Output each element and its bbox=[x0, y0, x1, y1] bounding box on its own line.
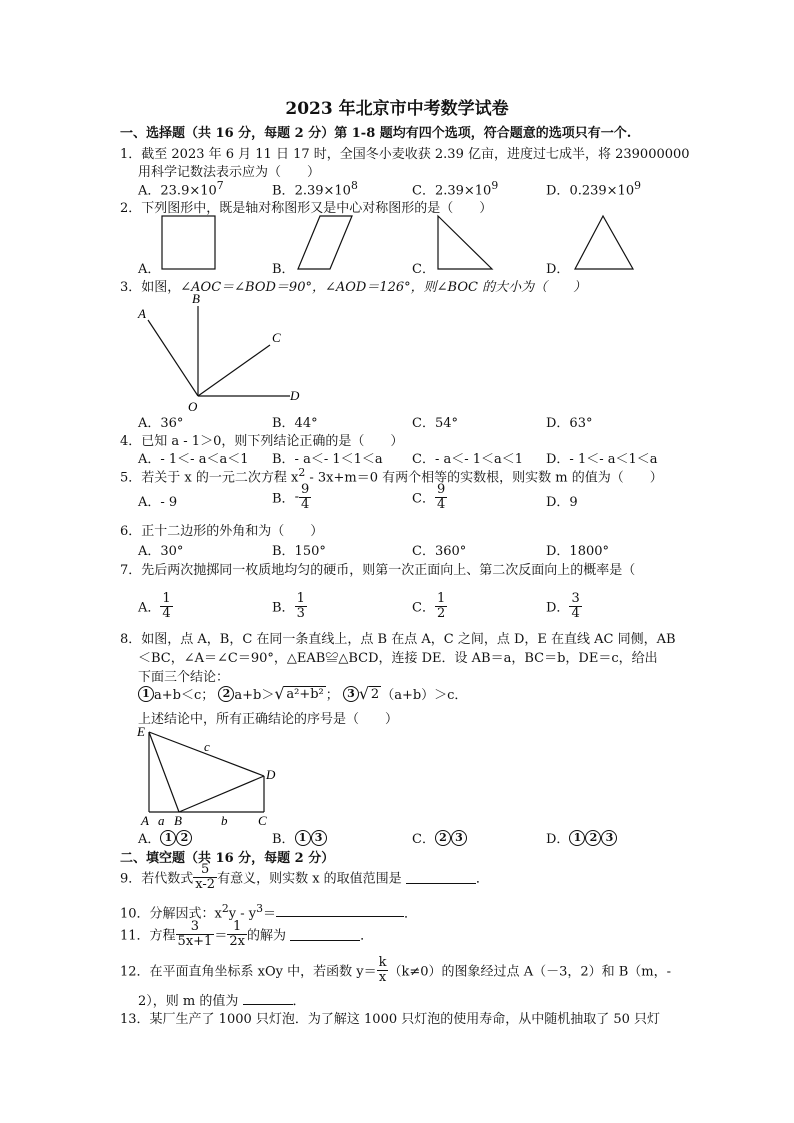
fraction-numerator: 9 bbox=[300, 482, 310, 497]
option-mantissa: 2.39×10 bbox=[434, 183, 492, 199]
section-2-heading: 二、填空题（共 16 分，每题 2 分） bbox=[120, 851, 335, 866]
q4-option-a[interactable]: A．- 1＜- a＜a＜1 bbox=[138, 452, 249, 467]
point-label-c: C bbox=[258, 813, 267, 828]
fraction-numerator: 1 bbox=[296, 591, 305, 606]
option-fraction bbox=[435, 592, 447, 620]
radicand: a²+b² bbox=[286, 686, 324, 702]
circled-number: 1 bbox=[160, 830, 176, 846]
q8-option-c[interactable] bbox=[412, 828, 467, 847]
fraction-numerator: 1 bbox=[436, 591, 446, 606]
circled-number: 3 bbox=[311, 830, 327, 846]
q9-prefix: 9．若代数式 bbox=[120, 871, 194, 887]
q4-option-b[interactable]: B．- a＜- 1＜1＜a bbox=[272, 452, 383, 467]
q3-stem-text: ∠AOC＝∠BOD＝90°，∠AOD＝126°，则∠BOC 的大小为（ ） bbox=[180, 280, 587, 295]
q11-fraction-left bbox=[176, 920, 215, 948]
answer-blank[interactable] bbox=[406, 871, 476, 884]
q7-option-d[interactable] bbox=[546, 592, 582, 620]
conclusion-3: （a+b）＞c． bbox=[381, 688, 468, 703]
circled-number: 1 bbox=[295, 830, 311, 846]
fraction-denominator: 2x bbox=[229, 933, 245, 949]
option-label: A． bbox=[138, 183, 161, 199]
q8-option-b[interactable] bbox=[272, 828, 327, 847]
option-label: C． bbox=[412, 832, 435, 847]
option-label: D． bbox=[546, 600, 570, 616]
q7-stem: 7．先后两次抛掷同一枚质地均匀的硬币，则第一次正面向上、第二次反面向上的概率是（ bbox=[120, 563, 636, 578]
fraction-denominator: 2 bbox=[436, 605, 446, 621]
q9-end: ． bbox=[475, 871, 489, 887]
q8-option-d[interactable] bbox=[546, 828, 617, 847]
q1-option-a[interactable] bbox=[138, 179, 224, 198]
option-label: A． bbox=[138, 600, 161, 616]
q10-equals: ＝ bbox=[263, 906, 277, 922]
q6-option-a[interactable]: A．30° bbox=[138, 544, 184, 559]
option-mantissa: 2.39×10 bbox=[294, 183, 351, 199]
q4-option-d[interactable]: D．- 1＜- a＜1＜a bbox=[546, 452, 658, 467]
point-label-d: D bbox=[266, 767, 276, 782]
radicand: 2 bbox=[370, 686, 380, 702]
option-fraction bbox=[435, 483, 447, 511]
q11-text: 的解为 bbox=[246, 928, 286, 944]
q5-stem-part: - 3x+m＝0 有两个相等的实数根，则实数 m 的值为（ ） bbox=[305, 470, 663, 486]
fraction-denominator: 4 bbox=[162, 605, 171, 621]
q2-shapes bbox=[130, 214, 650, 272]
q8-conclusions bbox=[138, 684, 467, 703]
fraction-numerator: k bbox=[378, 955, 387, 970]
q8-line2: ＜BC，∠A＝∠C＝90°，△EAB≌△BCD，连接 DE．设 AB＝a，BC＝b，DE＝c，给出 bbox=[138, 651, 658, 666]
q10-prefix: 10．分解因式：x bbox=[120, 906, 222, 922]
q1-option-d[interactable] bbox=[546, 179, 641, 198]
option-fraction bbox=[295, 592, 307, 620]
segment-label-c: c bbox=[204, 739, 210, 754]
fraction-numerator: 3 bbox=[571, 591, 580, 606]
q11-end: ． bbox=[360, 928, 374, 944]
q1-option-b[interactable] bbox=[272, 179, 358, 198]
option-exponent: 8 bbox=[350, 179, 358, 192]
q2-option-a[interactable]: A． bbox=[138, 262, 161, 277]
point-label-b: B bbox=[174, 813, 182, 828]
option-sign: - bbox=[294, 489, 299, 505]
ray-oa bbox=[148, 320, 198, 396]
ray-oc bbox=[198, 345, 270, 396]
q3-option-c[interactable]: C．54° bbox=[412, 416, 458, 431]
conclusion-2: a+b＞ bbox=[234, 688, 275, 703]
q5-stem-exponent: 2 bbox=[298, 466, 306, 479]
option-mantissa: 23.9×10 bbox=[160, 183, 217, 199]
q5-stem-part: 5．若关于 x 的一元二次方程 x bbox=[120, 470, 299, 486]
q11-equals: ＝ bbox=[214, 928, 228, 944]
q10-middle: y - y bbox=[228, 906, 257, 922]
q12-fraction bbox=[377, 956, 389, 984]
q8-option-a[interactable] bbox=[138, 828, 192, 847]
point-label-e: E bbox=[137, 724, 145, 739]
option-exponent: 7 bbox=[216, 179, 224, 192]
point-label-d: D bbox=[290, 388, 300, 403]
answer-blank[interactable] bbox=[290, 928, 360, 941]
fraction-denominator: 4 bbox=[300, 496, 310, 512]
point-label-c: C bbox=[272, 330, 281, 345]
parallelogram-shape bbox=[298, 216, 352, 269]
q11 bbox=[120, 920, 373, 948]
q7-option-a[interactable] bbox=[138, 592, 173, 620]
circled-number: 2 bbox=[435, 830, 451, 846]
q6-option-b[interactable]: B．150° bbox=[272, 544, 326, 559]
q13-stem: 13．某厂生产了 1000 只灯泡．为了解这 1000 只灯泡的使用寿命，从中随机抽取了 50 只灯 bbox=[120, 1012, 661, 1027]
q3-option-a[interactable]: A．36° bbox=[138, 416, 184, 431]
q5-stem bbox=[120, 466, 663, 485]
q9 bbox=[120, 863, 489, 891]
circled-number: 1 bbox=[569, 830, 585, 846]
q2-stem: 2．下列图形中，既是轴对称图形又是中心对称图形的是（ ） bbox=[120, 201, 493, 216]
circled-number: 3 bbox=[343, 686, 359, 702]
option-exponent: 9 bbox=[491, 179, 499, 192]
option-label: D． bbox=[546, 832, 570, 847]
option-exponent: 9 bbox=[634, 179, 641, 192]
q10-exponent: 3 bbox=[256, 902, 264, 915]
q11-fraction-right bbox=[227, 920, 247, 948]
point-label-o: O bbox=[188, 399, 198, 414]
q5-option-a[interactable]: A．- 9 bbox=[138, 495, 178, 510]
circled-number: 1 bbox=[138, 686, 154, 702]
q10-end: ． bbox=[404, 906, 418, 922]
q10 bbox=[120, 902, 417, 921]
equilateral-triangle-shape bbox=[575, 216, 633, 269]
option-fraction bbox=[160, 592, 172, 620]
option-label: B． bbox=[272, 832, 295, 847]
answer-blank[interactable] bbox=[276, 904, 404, 917]
segment-label-b: b bbox=[221, 813, 228, 828]
q3-option-b[interactable]: B．44° bbox=[272, 416, 318, 431]
fraction-denominator: x-2 bbox=[195, 876, 216, 892]
fraction-denominator: x bbox=[378, 969, 387, 985]
q8-line5: 上述结论中，所有正确结论的序号是（ ） bbox=[138, 712, 399, 727]
separator: ； bbox=[325, 688, 339, 703]
option-label: C． bbox=[412, 183, 435, 199]
circled-number: 2 bbox=[218, 686, 234, 702]
q12-line2-text: 2），则 m 的值为 bbox=[138, 994, 239, 1009]
q12-line2 bbox=[138, 990, 306, 1009]
q3-angle-figure bbox=[130, 290, 330, 415]
q1-line1: 1．截至 2023 年 6 月 11 日 17 时，全国冬小麦收获 2.39 亿亩，进度过七成半，将 239000000 bbox=[120, 147, 690, 162]
option-mantissa: 0.239×10 bbox=[569, 183, 635, 199]
q12-end: ． bbox=[292, 994, 306, 1009]
fraction-denominator: 5x+1 bbox=[177, 933, 213, 949]
segment-eb bbox=[149, 732, 179, 812]
q2-option-b[interactable]: B． bbox=[272, 262, 295, 277]
q6-option-c[interactable]: C．360° bbox=[412, 544, 467, 559]
q8-line1: 8．如图，点 A，B，C 在同一条直线上，点 B 在点 A，C 之间，点 D，E 在直线 AC 同侧，AB bbox=[120, 632, 676, 647]
fraction-numerator: 3 bbox=[190, 919, 200, 934]
q3-stem-prefix: 3．如图， bbox=[120, 280, 181, 295]
q2-option-c[interactable]: C． bbox=[412, 262, 435, 277]
q1-option-c[interactable] bbox=[412, 179, 498, 198]
fraction-denominator: 4 bbox=[571, 605, 580, 621]
option-fraction bbox=[299, 483, 311, 511]
q8-figure bbox=[134, 724, 284, 828]
option-label: B． bbox=[272, 183, 295, 199]
answer-blank[interactable] bbox=[243, 992, 293, 1005]
q4-option-c[interactable]: C．- a＜- 1＜a＜1 bbox=[412, 452, 524, 467]
circled-number: 2 bbox=[176, 830, 192, 846]
q8-line3: 下面三个结论： bbox=[138, 670, 230, 685]
option-label: C． bbox=[412, 491, 435, 507]
q7-option-c[interactable] bbox=[412, 592, 447, 620]
option-fraction bbox=[569, 592, 581, 620]
q10-exponent: 2 bbox=[221, 902, 229, 915]
q6-stem: 6．正十二边形的外角和为（ ） bbox=[120, 524, 324, 539]
q5-option-b[interactable] bbox=[272, 483, 311, 511]
point-label-b: B bbox=[192, 291, 200, 306]
fraction-numerator: 9 bbox=[436, 482, 446, 497]
q5-option-c[interactable] bbox=[412, 483, 447, 511]
q12-prefix: 12．在平面直角坐标系 xOy 中，若函数 y＝ bbox=[120, 964, 377, 980]
option-label: B． bbox=[272, 600, 295, 616]
q4-stem: 4．已知 a - 1＞0，则下列结论正确的是（ ） bbox=[120, 434, 404, 449]
fraction-numerator: 1 bbox=[162, 591, 171, 606]
point-label-a: A bbox=[138, 306, 146, 321]
q7-option-b[interactable] bbox=[272, 592, 307, 620]
fraction-denominator: 3 bbox=[296, 605, 305, 621]
fraction-numerator: 1 bbox=[233, 919, 242, 934]
q1-line2: 用科学记数法表示应为（ ） bbox=[138, 165, 321, 180]
circled-number: 3 bbox=[601, 830, 617, 846]
q9-fraction bbox=[193, 863, 217, 891]
square-shape bbox=[162, 216, 215, 269]
option-label: A． bbox=[138, 832, 161, 847]
page-title: 2023 年北京市中考数学试卷 bbox=[285, 99, 509, 119]
square-root: √ 2 bbox=[358, 683, 380, 703]
q12-text: （k≠0）的图象经过点 A（－3，2）和 B（m，- bbox=[388, 964, 672, 980]
conclusion-1: a+b＜c； bbox=[154, 688, 215, 703]
segment-label-a: a bbox=[158, 813, 165, 828]
circled-number: 3 bbox=[451, 830, 467, 846]
fraction-numerator: 5 bbox=[201, 862, 210, 877]
point-label-a: A bbox=[141, 813, 149, 828]
q11-prefix: 11．方程 bbox=[120, 928, 176, 944]
section-1-heading: 一、选择题（共 16 分，每题 2 分）第 1-8 题均有四个选项，符合题意的选项只有一个. bbox=[120, 126, 632, 141]
q9-text: 有意义，则实数 x 的取值范围是 bbox=[217, 871, 402, 887]
q2-option-d[interactable]: D． bbox=[546, 262, 570, 277]
option-label: D． bbox=[546, 183, 570, 199]
segment-bd bbox=[179, 776, 264, 812]
circled-number: 2 bbox=[585, 830, 601, 846]
q3-option-d[interactable]: D．63° bbox=[546, 416, 593, 431]
option-label: C． bbox=[412, 600, 435, 616]
q6-option-d[interactable]: D．1800° bbox=[546, 544, 610, 559]
fraction-denominator: 4 bbox=[436, 496, 446, 512]
option-label: B． bbox=[272, 491, 295, 507]
q5-option-d[interactable]: D．9 bbox=[546, 495, 578, 510]
right-triangle-shape bbox=[438, 216, 492, 269]
square-root: √ a²+b² bbox=[274, 683, 324, 703]
q12-line1 bbox=[120, 956, 671, 984]
